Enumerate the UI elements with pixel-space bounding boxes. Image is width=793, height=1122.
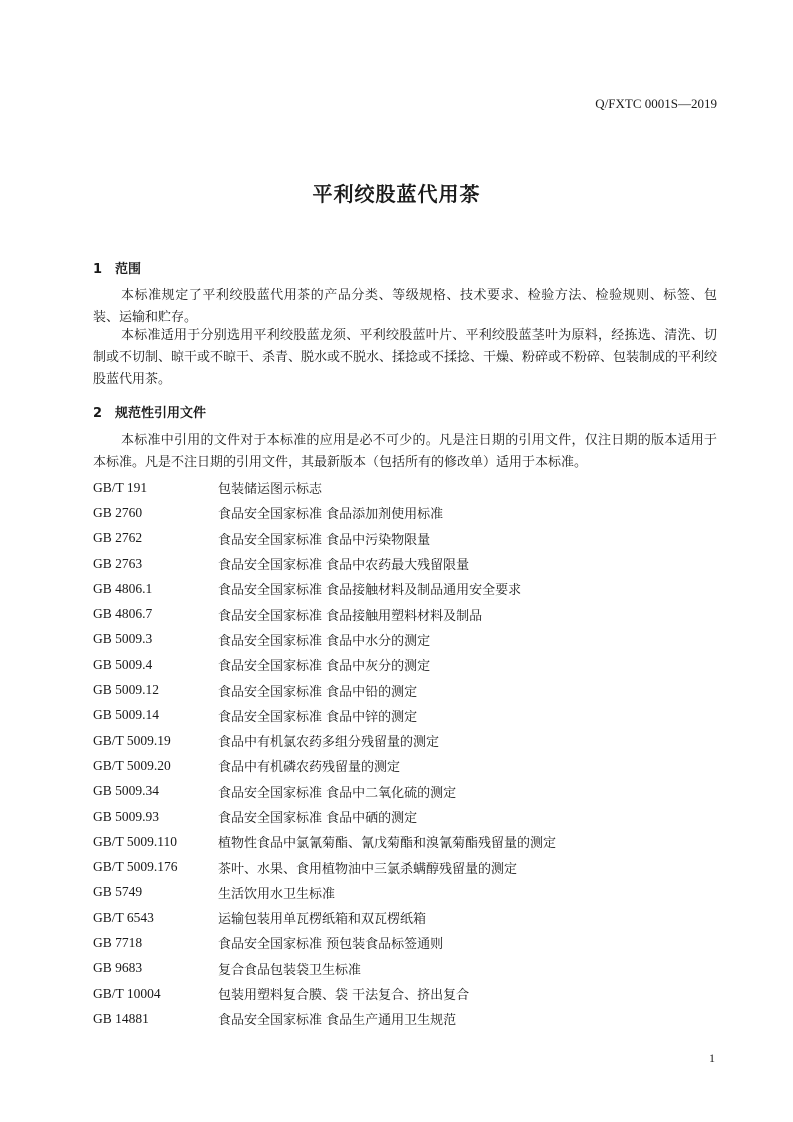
reference-row	[93, 854, 717, 879]
document-title: 平利绞股蓝代用茶	[312, 182, 481, 206]
reference-row	[93, 930, 717, 955]
reference-row	[93, 1006, 717, 1031]
reference-code: GB 4806.7	[93, 606, 153, 622]
reference-name: 食品安全国家标准 食品生产通用卫生规范	[218, 1013, 457, 1029]
reference-row	[93, 779, 717, 804]
reference-code: GB 7718	[93, 934, 143, 950]
reference-code: GB 5009.14	[93, 707, 160, 723]
reference-name: 食品安全国家标准 食品接触材料及制品通用安全要求	[218, 583, 522, 599]
reference-name: 食品中有机磷农药残留量的测定	[218, 760, 401, 776]
reference-code: GB 5009.93	[93, 808, 160, 824]
scope-paragraph-1: 本标准规定了平利绞股蓝代用茶的产品分类、等级规格、技术要求、检验方法、检验规则、标签、包装、运输和贮存。	[93, 288, 717, 325]
reference-row	[93, 753, 717, 778]
reference-code: GB 5009.34	[93, 783, 160, 799]
reference-row	[93, 475, 717, 500]
reference-code: GB/T 10004	[93, 985, 161, 1001]
reference-name: 食品安全国家标准 食品中灰分的测定	[218, 659, 431, 675]
section-heading-normative-references	[93, 402, 206, 421]
reference-name: 食品安全国家标准 食品中铅的测定	[218, 684, 418, 700]
reference-row	[93, 905, 717, 930]
section-title: 范围	[115, 262, 142, 277]
reference-code: GB 5749	[93, 884, 143, 900]
reference-code: GB 14881	[93, 1010, 149, 1026]
reference-row	[93, 981, 717, 1006]
reference-code: GB 5009.3	[93, 631, 153, 647]
reference-name: 食品安全国家标准 食品中硒的测定	[218, 811, 418, 826]
reference-row	[93, 526, 717, 551]
references-intro-paragraph: 本标准中引用的文件对于本标准的应用是必不可少的。凡是注日期的引用文件，仅注日期的版本适用于本标准。凡是不注日期的引用文件，其最新版本（包括所有的修改单）适用于本标准。	[93, 433, 717, 470]
reference-row	[93, 677, 717, 702]
section-number: 2	[93, 406, 103, 421]
reference-list	[93, 475, 717, 1032]
reference-code: GB 2763	[93, 555, 143, 571]
reference-name: 生活饮用水卫生标准	[218, 886, 336, 902]
reference-name: 复合食品包装袋卫生标准	[218, 962, 362, 978]
reference-row	[93, 500, 717, 525]
reference-name: 茶叶、水果、食用植物油中三氯杀螨醇残留量的测定	[218, 861, 518, 877]
reference-name: 食品安全国家标准 食品中污染物限量	[218, 532, 431, 548]
reference-name: 食品安全国家标准 食品添加剂使用标准	[218, 507, 444, 523]
reference-name: 运输包装用单瓦楞纸箱和双瓦楞纸箱	[218, 912, 427, 928]
reference-code: GB/T 6543	[93, 909, 154, 925]
reference-row	[93, 576, 717, 601]
reference-code: GB/T 5009.20	[93, 757, 171, 773]
section-number: 1	[93, 262, 103, 277]
reference-name: 食品安全国家标准 预包装食品标签通则	[218, 937, 444, 953]
reference-code: GB 2762	[93, 530, 143, 546]
reference-name: 食品安全国家标准 食品接触用塑料材料及制品	[218, 608, 483, 624]
section-heading-scope	[93, 258, 141, 277]
reference-name: 食品安全国家标准 食品中水分的测定	[218, 633, 431, 649]
reference-code: GB/T 191	[93, 479, 148, 495]
reference-row	[93, 956, 717, 981]
section-title: 规范性引用文件	[115, 406, 207, 421]
reference-row	[93, 601, 717, 626]
reference-row	[93, 627, 717, 652]
reference-row	[93, 804, 717, 829]
reference-row	[93, 829, 717, 854]
document-code: Q/FXTC 0001S—2019	[595, 96, 717, 111]
reference-row	[93, 880, 717, 905]
reference-name: 食品中有机氯农药多组分残留量的测定	[218, 735, 440, 751]
reference-name: 包装储运图示标志	[218, 482, 323, 498]
reference-code: GB 4806.1	[93, 580, 153, 596]
reference-row	[93, 728, 717, 753]
reference-code: GB/T 5009.110	[93, 833, 178, 849]
reference-name: 食品安全国家标准 食品中锌的测定	[218, 709, 418, 725]
reference-code: GB/T 5009.19	[93, 732, 171, 748]
reference-code: GB 5009.12	[93, 682, 160, 698]
reference-code: GB 9683	[93, 960, 143, 976]
reference-name: 植物性食品中氯氰菊酯、氰戊菊酯和溴氰菊酯残留量的测定	[218, 836, 557, 852]
reference-row	[93, 652, 717, 677]
reference-name: 食品安全国家标准 食品中农药最大残留限量	[218, 558, 470, 574]
reference-code: GB 5009.4	[93, 656, 153, 672]
reference-name: 食品安全国家标准 食品中二氧化硫的测定	[218, 785, 457, 801]
page-number: 1	[709, 1051, 715, 1065]
reference-row	[93, 703, 717, 728]
reference-row	[93, 551, 717, 576]
scope-paragraph-2: 本标准适用于分别选用平利绞股蓝龙须、平利绞股蓝叶片、平利绞股蓝茎叶为原料，经拣选、清洗、切制或不切制、晾干或不晾干、杀青、脱水或不脱水、揉捻或不揉捻、干燥、粉碎或不粉碎、包装制成的平利绞股蓝代用茶。	[93, 328, 718, 387]
reference-code: GB 2760	[93, 504, 143, 520]
reference-name: 包装用塑料复合膜、袋 干法复合、挤出复合	[218, 988, 470, 1004]
reference-code: GB/T 5009.176	[93, 859, 178, 875]
